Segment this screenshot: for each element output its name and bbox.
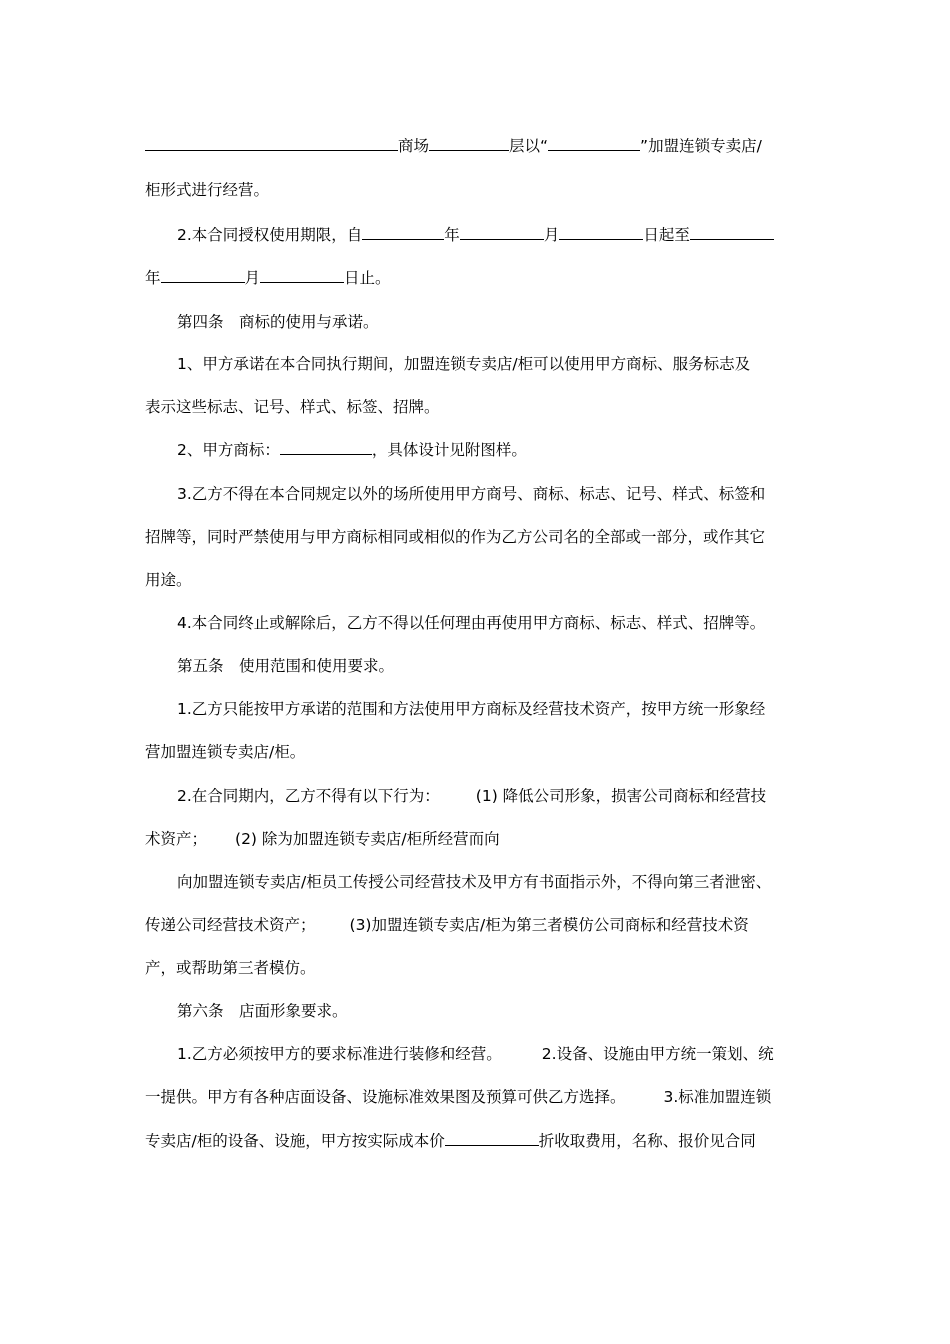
text-segment: 1.乙方必须按甲方的要求标准进行装修和经营。: [177, 1045, 502, 1063]
text-segment: 2、甲方商标：: [177, 441, 280, 459]
text-line: 1.乙方只能按甲方承诺的范围和方法使用甲方商标及经营技术资产，按甲方统一形象经: [177, 700, 766, 718]
fill-blank[interactable]: [445, 1131, 539, 1146]
section-heading: 第四条 商标的使用与承诺。: [177, 313, 379, 331]
text-segment: 术资产；: [145, 830, 208, 848]
section-heading: 第五条 使用范围和使用要求。: [177, 657, 395, 675]
text-segment: 2.设备、设施由甲方统一策划、统: [541, 1045, 774, 1063]
text-line: [145, 1086, 815, 1108]
text-line: 向加盟连锁专卖店/柜员工传授公司经营技术及甲方有书面指示外，不得向第三者泄密、: [177, 873, 772, 891]
text-line: [177, 785, 847, 807]
text-segment: 年: [444, 226, 460, 244]
text-segment: 2.本合同授权使用期限，自: [177, 226, 363, 244]
text-segment: 层以“: [509, 137, 549, 155]
fill-blank[interactable]: [460, 225, 544, 240]
text-segment: (2) 除为加盟连锁专卖店/柜所经营而向: [235, 830, 500, 848]
section-heading: 第六条 店面形象要求。: [177, 1002, 348, 1020]
text-segment: ，具体设计见附图样。: [371, 441, 527, 459]
text-segment: 商场: [398, 137, 430, 155]
text-line: [145, 135, 815, 157]
text-line: 4.本合同终止或解除后，乙方不得以任何理由再使用甲方商标、标志、样式、招牌等。: [177, 614, 766, 632]
fill-blank[interactable]: [280, 440, 372, 455]
text-segment: 折收取费用，名称、报价见合同: [538, 1132, 756, 1150]
text-line: 柜形式进行经营。: [145, 181, 270, 199]
text-segment: 日起至: [643, 226, 690, 244]
text-segment: 专卖店/柜的设备、设施，甲方按实际成本价: [145, 1132, 445, 1150]
text-line: [177, 224, 847, 246]
text-segment: (3)加盟连锁专卖店/柜为第三者模仿公司商标和经营技术资: [349, 916, 749, 934]
text-segment: 年: [145, 269, 161, 287]
text-segment: 日止。: [344, 269, 391, 287]
text-line: [177, 439, 847, 461]
text-line: 产，或帮助第三者模仿。: [145, 959, 316, 977]
text-line: 招牌等，同时严禁使用与甲方商标相同或相似的作为乙方公司名的全部或一部分，或作其它: [145, 528, 766, 546]
text-segment: ”加盟连锁专卖店/: [640, 137, 762, 155]
fill-blank[interactable]: [559, 225, 643, 240]
fill-blank[interactable]: [145, 136, 398, 151]
text-segment: 传递公司经营技术资产；: [145, 916, 316, 934]
text-line: [145, 914, 815, 936]
fill-blank[interactable]: [260, 268, 344, 283]
text-segment: 一提供。甲方有各种店面设备、设施标准效果图及预算可供乙方选择。: [145, 1088, 626, 1106]
text-segment: 月: [543, 226, 560, 244]
text-line: 表示这些标志、记号、样式、标签、招牌。: [145, 398, 440, 416]
text-segment: (1) 降低公司形象，损害公司商标和经营技: [475, 787, 767, 805]
text-line: 3.乙方不得在本合同规定以外的场所使用甲方商号、商标、标志、记号、样式、标签和: [177, 485, 766, 503]
fill-blank[interactable]: [161, 268, 245, 283]
text-line: [145, 828, 815, 850]
text-line: 1、甲方承诺在本合同执行期间，加盟连锁专卖店/柜可以使用甲方商标、服务标志及: [177, 355, 751, 373]
text-line: [145, 1130, 815, 1152]
fill-blank[interactable]: [548, 136, 640, 151]
text-line: [145, 267, 815, 289]
text-line: [177, 1043, 847, 1065]
fill-blank[interactable]: [690, 225, 774, 240]
text-line: 营加盟连锁专卖店/柜。: [145, 743, 306, 761]
text-segment: 月: [244, 269, 261, 287]
fill-blank[interactable]: [362, 225, 444, 240]
text-segment: 2.在合同期内，乙方不得有以下行为：: [177, 787, 440, 805]
text-segment: 3.标准加盟连锁: [663, 1088, 772, 1106]
text-line: 用途。: [145, 571, 192, 589]
fill-blank[interactable]: [429, 136, 509, 151]
